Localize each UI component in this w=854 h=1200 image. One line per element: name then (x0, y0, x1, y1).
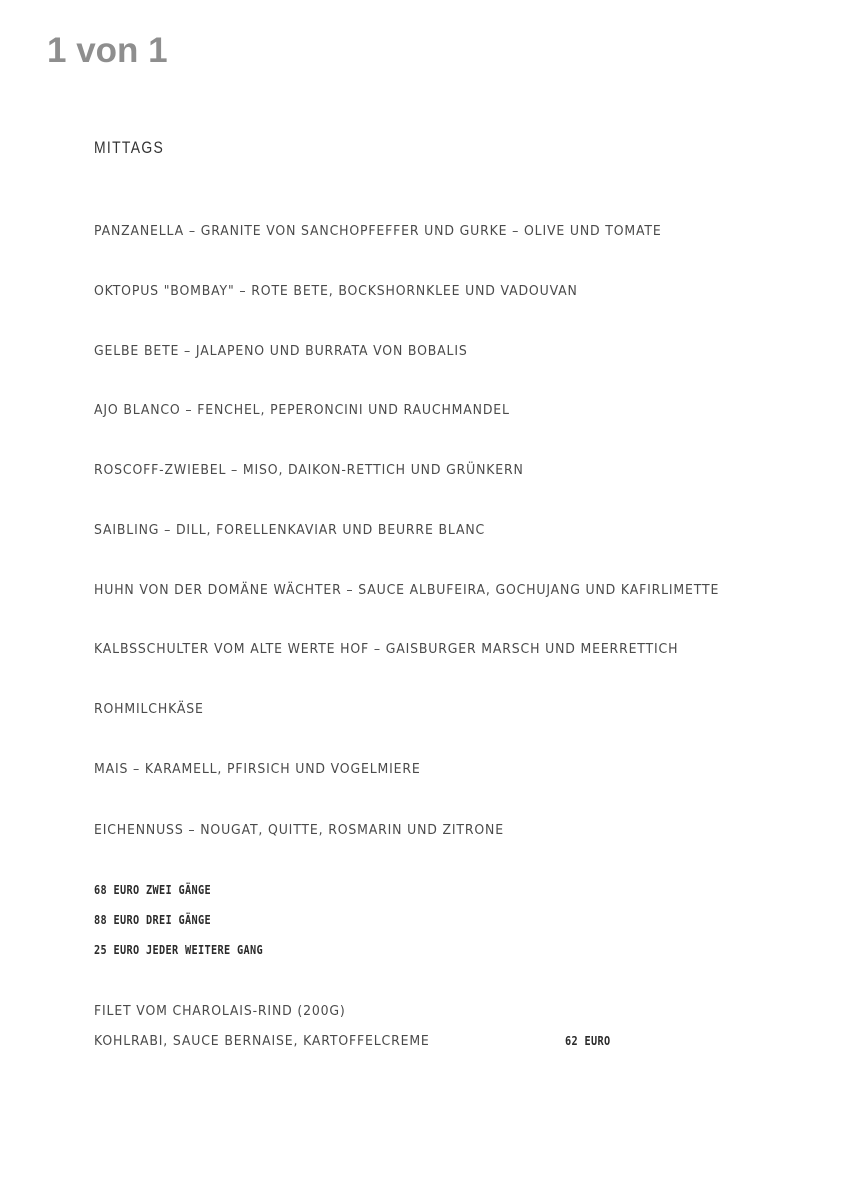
price-additional-course: 25 EURO JEDER WEITERE GANG (94, 942, 263, 957)
course-item-oktopus: OKTOPUS "BOMBAY" – ROTE BETE, BOCKSHORNKLEE UND VADOUVAN (94, 283, 578, 299)
course-item-saibling: SAIBLING – DILL, FORELLENKAVIAR UND BEURRE BLANC (94, 522, 486, 538)
price-two-courses: 68 EURO ZWEI GÄNGE (94, 882, 211, 897)
menu-heading: MITTAGS (94, 138, 165, 157)
page-indicator: 1 von 1 (47, 31, 168, 70)
course-item-rohmilchkaese: ROHMILCHKÄSE (94, 701, 204, 717)
course-item-gelbe-bete: GELBE BETE – JALAPENO UND BURRATA VON BOBALIS (94, 343, 468, 359)
course-item-roscoff-zwiebel: ROSCOFF-ZWIEBEL – MISO, DAIKON-RETTICH UND GRÜNKERN (94, 462, 524, 478)
course-item-panzanella: PANZANELLA – GRANITE VON SANCHOPFEFFER UND GURKE – OLIVE UND TOMATE (94, 223, 662, 239)
course-item-kalbsschulter: KALBSSCHULTER VOM ALTE WERTE HOF – GAISBURGER MARSCH UND MEERRETTICH (94, 641, 679, 657)
course-item-huhn: HUHN VON DER DOMÄNE WÄCHTER – SAUCE ALBUFEIRA, GOCHUJANG UND KAFIRLIMETTE (94, 582, 720, 598)
extra-dish-description: KOHLRABI, SAUCE BERNAISE, KARTOFFELCREME (94, 1033, 430, 1049)
price-three-courses: 88 EURO DREI GÄNGE (94, 912, 211, 927)
course-item-eichennuss: EICHENNUSS – NOUGAT, QUITTE, ROSMARIN UND ZITRONE (94, 822, 504, 838)
course-item-mais: MAIS – KARAMELL, PFIRSICH UND VOGELMIERE (94, 761, 421, 777)
course-item-ajo-blanco: AJO BLANCO – FENCHEL, PEPERONCINI UND RAUCHMANDEL (94, 402, 510, 418)
extra-dish-price: 62 EURO (565, 1033, 611, 1048)
extra-dish-title: FILET VOM CHAROLAIS-RIND (200G) (94, 1003, 346, 1019)
